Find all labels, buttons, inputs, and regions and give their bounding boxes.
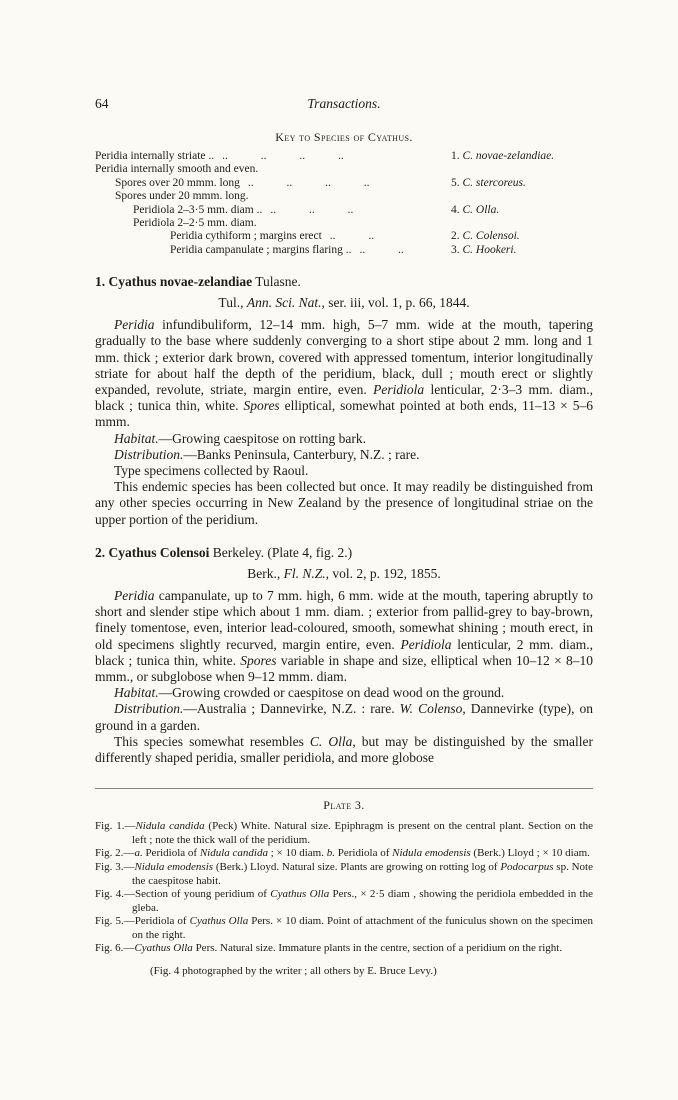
remarks-paragraph: This endemic species has been collected but once. It may readily be distinguished from any other species occurring in New Zealand by the presence of longitudinal striae on the upper portion of the peridium.: [95, 479, 593, 527]
species-citation: Tul., Ann. Sci. Nat., ser. iii, vol. 1, p. 66, 1844.: [218, 295, 470, 311]
dot-leaders: .. .. .. ..: [222, 150, 344, 162]
key-label: Peridia campanulate ; margins flaring ..: [170, 243, 352, 256]
species-description: Peridia infundibuliform, 12–14 mm. high, 5–7 mm. wide at the mouth, tapering gradually to the base where suddenly converging to a short stipe about 2 mm. long and 1 mm. thick ; exterior dark brown, covered with appressed tomentum, interior longitudinally striate for about half the depth of the peridium, black, dull ; mouth erect or slightly expanded, revolute, striate, margin entire, even. Peridiola lenticular, 2·3–3 mm. diam., black ; tunica thin, white. Spores elliptical, somewhat pointed at both ends, 11–13 × 5–6 mmm.: [95, 317, 593, 430]
dot-leaders: .. ..: [329, 230, 375, 243]
key-row: [95, 190, 593, 203]
key-row: [95, 150, 593, 163]
page-number: 64: [95, 96, 109, 111]
key-label: Peridia internally striate ..: [95, 150, 215, 162]
key-label: Spores under 20 mmm. long.: [115, 190, 249, 203]
key-row: [95, 244, 593, 257]
species-section-1: [95, 274, 593, 528]
key-result: 3. C. Hookeri.: [451, 243, 517, 256]
key-row: [95, 163, 593, 176]
figure-caption: Fig. 4.—Section of young peridium of Cyathus Olla Pers., × 2·5 diam , showing the peridiola embedded in the gleba.: [95, 888, 593, 914]
figure-caption: Fig. 1.—Nidula candida (Peck) White. Natural size. Epiphragm is present on the central plant. Section on the left ; note the thick wall of the peridium.: [95, 820, 593, 846]
key-label: Spores over 20 mmm. long: [115, 176, 240, 189]
figure-caption: Fig. 2.—a. Peridiola of Nidula candida ; × 10 diam. b. Peridiola of Nidula emodensis (Berk.) Lloyd ; × 10 diam.: [95, 847, 590, 860]
running-head: Transactions.: [307, 96, 381, 111]
credit-line: (Fig. 4 photographed by the writer ; all others by E. Bruce Levy.): [150, 965, 437, 978]
key-title: Key to Species of Cyathus.: [275, 130, 413, 144]
habitat-line: Habitat.—Growing crowded or caespitose on dead wood on the ground.: [114, 685, 505, 701]
plate-description: [95, 788, 593, 979]
remarks-paragraph: This species somewhat resembles C. Olla, but may be distinguished by the smaller differently shaped peridia, smaller peridiola, and more globose: [95, 733, 593, 765]
figure-caption: Fig. 3.—Nidula emodensis (Berk.) Lloyd. Natural size. Plants are growing on rotting log of Podocarpus sp. Note the caespitose habit.: [95, 860, 593, 887]
species-citation: Berk., Fl. N.Z., vol. 2, p. 192, 1855.: [247, 565, 441, 581]
divider-rule: [95, 788, 593, 789]
key-label: Peridia internally smooth and even.: [95, 163, 259, 176]
key-row: [95, 177, 593, 190]
key-label: Peridiola 2–3·5 mm. diam ..: [133, 203, 263, 216]
dot-leaders: .. ..: [359, 243, 404, 256]
dot-leaders: .. .. ..: [270, 203, 354, 216]
page-header: [95, 96, 593, 113]
species-key: [95, 150, 593, 257]
key-result: 1. C. novae-zelandiae.: [451, 150, 555, 162]
key-row: [95, 217, 593, 230]
habitat-line: Habitat.—Growing caespitose on rotting bark.: [114, 430, 366, 446]
species-description: Peridia campanulate, up to 7 mm. high, 6 mm. wide at the mouth, tapering abruptly to short and slender stipe which about 1 mm. diam. ; exterior from pallid-grey to bay-brown, finely tomentose, even, interior lead-coloured, smooth, somewhat shining ; mouth erect, in old specimens slightly recurved, margin entire, even. Peridiola lenticular, 2 mm. diam., black ; tunica thin, white. Spores variable in shape and size, elliptical when 10–12 × 8–10 mmm., or subglobose when 9–12 mmm. diam.: [95, 587, 594, 684]
species-heading: 1. Cyathus novae-zelandiae Tulasne.: [95, 274, 301, 290]
key-result: 4. C. Olla.: [451, 203, 500, 216]
type-note: Type specimens collected by Raoul.: [114, 463, 309, 479]
distribution-line: Distribution.—Australia ; Dannevirke, N.Z. : rare. W. Colenso, Dannevirke (type), on ground in a garden.: [95, 701, 593, 733]
figure-caption: Fig. 6.—Cyathus Olla Pers. Natural size. Immature plants in the centre, section of a peridium on the right.: [95, 942, 563, 955]
dot-leaders: .. .. .. ..: [247, 176, 370, 189]
plate-title: Plate 3.: [323, 798, 365, 813]
distribution-line: Distribution.—Banks Peninsula, Canterbury, N.Z. ; rare.: [114, 446, 420, 462]
key-label: Peridia cythiform ; margins erect: [170, 230, 322, 243]
key-row: [95, 204, 593, 217]
key-label: Peridiola 2–2·5 mm. diam.: [133, 217, 257, 230]
species-section-2: [95, 545, 593, 766]
figure-caption: Fig. 5.—Peridiola of Cyathus Olla Pers. × 10 diam. Point of attachment of the funiculus shown on the specimen on the right.: [95, 915, 593, 941]
key-row: [95, 230, 593, 243]
key-result: 2. C. Colensoi.: [451, 230, 520, 243]
species-heading: 2. Cyathus Colensoi Berkeley. (Plate 4, fig. 2.): [95, 544, 353, 560]
key-result: 5. C. stercoreus.: [451, 176, 526, 189]
